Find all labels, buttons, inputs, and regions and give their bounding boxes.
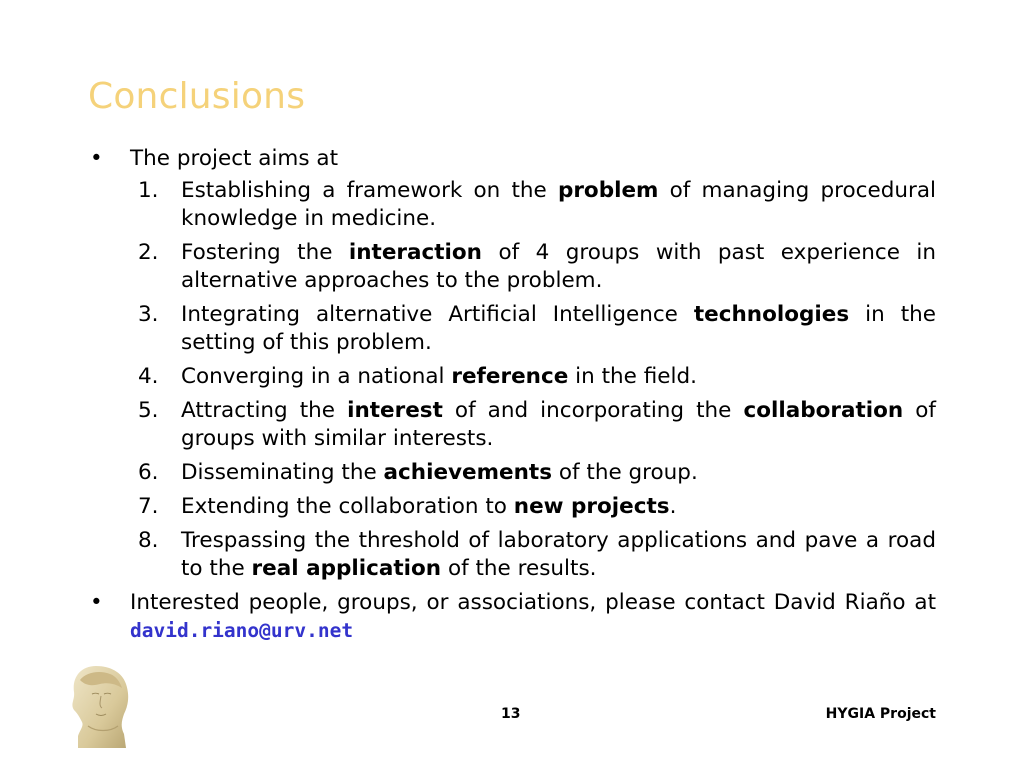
bullet-text: The project aims at [130, 146, 339, 171]
slide-title: Conclusions [88, 76, 306, 117]
item-number: 8. [138, 528, 159, 553]
item-number: 6. [138, 460, 159, 485]
list-item [88, 177, 936, 233]
item-text: Extending the collaboration to [181, 494, 514, 519]
item-keyword: interest [347, 398, 443, 423]
item-text: Fostering the [181, 240, 349, 265]
bullet-contact [88, 589, 936, 645]
item-text-rest: in the field. [568, 364, 697, 389]
item-number: 1. [138, 178, 159, 203]
item-number: 2. [138, 240, 159, 265]
list-item [88, 459, 936, 487]
list-item [88, 397, 936, 453]
item-keyword: interaction [348, 240, 482, 265]
list-item [88, 363, 936, 391]
classical-bust-icon [66, 664, 134, 748]
list-item [88, 301, 936, 357]
bullet-dot: • [90, 146, 103, 171]
item-text-rest-2: of groups with similar interests. [181, 398, 937, 451]
contact-text: Interested people, groups, or associations, please contact David Riaño at [130, 590, 936, 615]
item-text-rest: of and incorporating the [442, 398, 744, 423]
item-number: 3. [138, 302, 159, 327]
item-text: Establishing a framework on the [181, 178, 558, 203]
slide-content [88, 145, 936, 645]
item-text-rest: . [669, 494, 677, 519]
item-keyword: achievements [383, 460, 552, 485]
item-text: Integrating alternative Artificial Intelligence [181, 302, 694, 327]
bullet-project-aims [88, 145, 936, 173]
item-text: Disseminating the [181, 460, 384, 485]
list-item [88, 239, 936, 295]
item-text-rest: of managing procedural knowledge in medicine. [181, 178, 936, 231]
list-item [88, 527, 936, 583]
item-number: 4. [138, 364, 159, 389]
item-text-rest: of the results. [441, 556, 597, 581]
item-number: 7. [138, 494, 159, 519]
item-text-rest: in the setting of this problem. [181, 302, 936, 355]
project-name: HYGIA Project [825, 706, 936, 722]
bullet-dot: • [90, 590, 103, 615]
item-keyword: problem [557, 178, 659, 203]
item-text-rest: of the group. [552, 460, 698, 485]
item-text: Trespassing the threshold of laboratory applications and pave a road to the [181, 528, 936, 581]
page-number: 13 [501, 706, 521, 722]
item-text: Converging in a national [181, 364, 452, 389]
item-keyword: real application [251, 556, 442, 581]
item-number: 5. [138, 398, 159, 423]
list-item [88, 493, 936, 521]
item-keyword: technologies [693, 302, 850, 327]
email-link[interactable]: david.riano@urv.net [130, 619, 354, 642]
item-keyword-2: collaboration [743, 398, 904, 423]
aims-list [88, 177, 936, 583]
item-text-rest: of 4 groups with past experience in alternative approaches to the problem. [181, 240, 936, 293]
item-keyword: new projects [513, 494, 670, 519]
item-text: Attracting the [181, 398, 348, 423]
item-keyword: reference [451, 364, 569, 389]
